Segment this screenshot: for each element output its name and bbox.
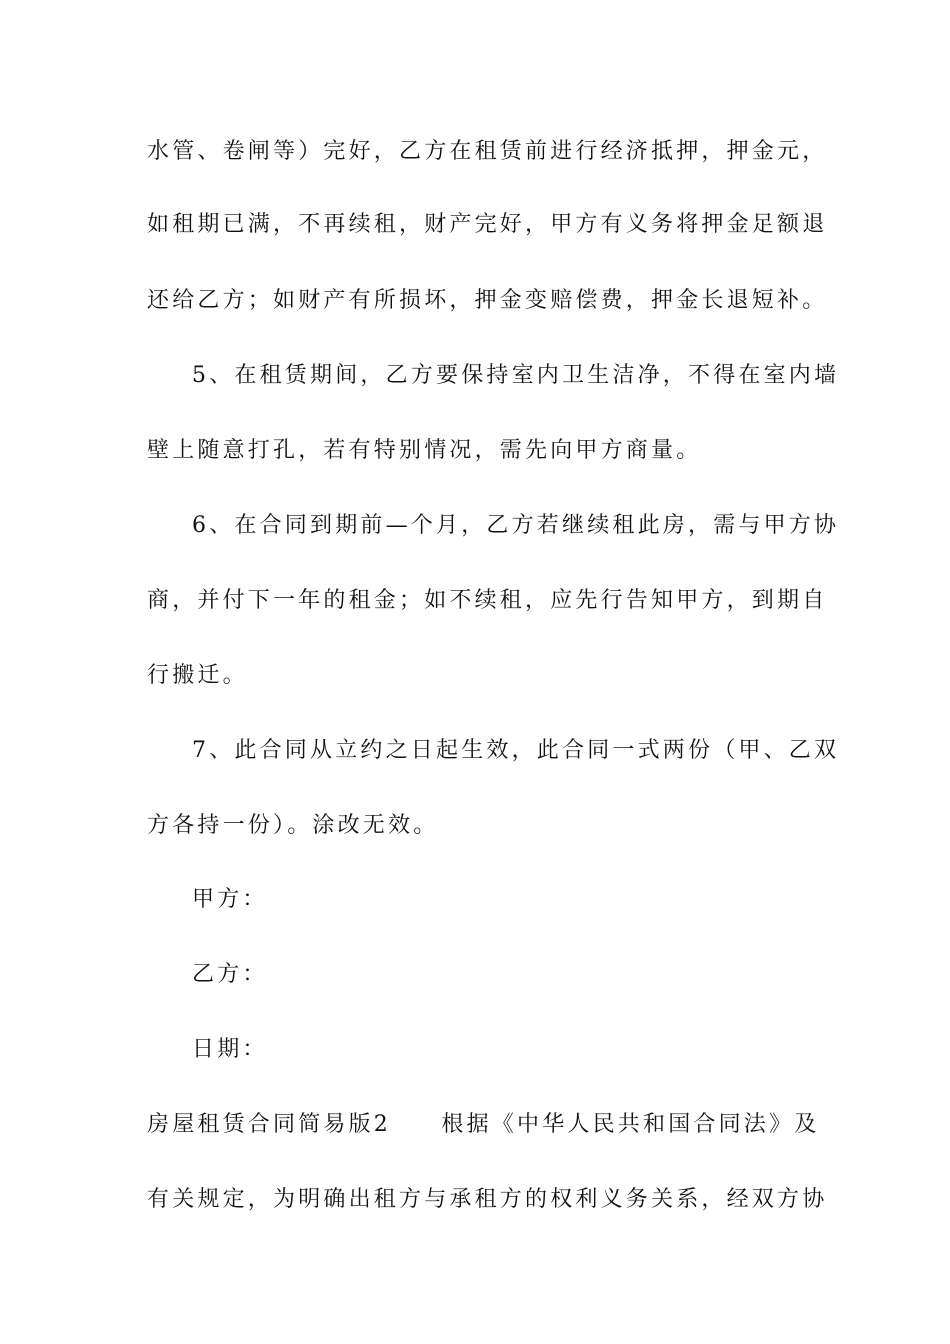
date-label: 日期： <box>192 1037 268 1062</box>
clause-7-line-2: 方各持一份）。涂改无效。 <box>147 813 439 838</box>
text-line-2: 如租期已满，不再续租，财产完好，甲方有义务将押金足额退 <box>147 212 828 237</box>
clause-6-line-1: 6、在合同到期前—个月，乙方若继续租此房，需与甲方协 <box>192 513 840 538</box>
contract-2-line-2: 有关规定，为明确出租方与承租方的权利义务关系，经双方协 <box>147 1187 828 1212</box>
party-a-label: 甲方： <box>192 887 268 912</box>
clause-7-line-1: 7、此合同从立约之日起生效，此合同一式两份（甲、乙双 <box>192 738 840 763</box>
text-line-3: 还给乙方；如财产有所损坏，押金变赔偿费，押金长退短补。 <box>147 288 828 313</box>
text-line-1: 水管、卷闸等）完好，乙方在租赁前进行经济抵押，押金元， <box>147 139 828 164</box>
clause-5-line-2: 壁上随意打孔，若有特别情况，需先向甲方商量。 <box>147 438 702 463</box>
clause-5-line-1: 5、在租赁期间，乙方要保持室内卫生洁净，不得在室内墙 <box>192 363 840 388</box>
clause-6-line-2: 商，并付下一年的租金；如不续租，应先行告知甲方，到期自 <box>147 588 828 613</box>
party-b-label: 乙方： <box>192 962 268 987</box>
contract-2-heading-line: 房屋租赁合同简易版2 根据《中华人民共和国合同法》及 <box>147 1112 820 1137</box>
clause-6-line-3: 行搬迁。 <box>147 663 248 688</box>
